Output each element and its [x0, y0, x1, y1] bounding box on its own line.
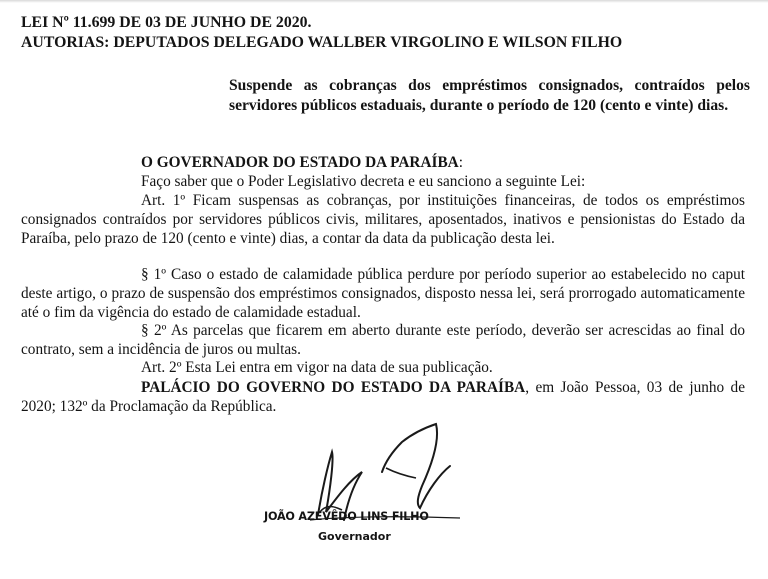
article-2: Art. 2º Esta Lei entra em vigor na data de sua publicação. — [141, 359, 493, 376]
law-number-heading: LEI Nº 11.699 DE 03 DE JUNHO DE 2020. — [21, 14, 312, 31]
authors-line: AUTORIAS: DEPUTADOS DELEGADO WALLBER VIRGOLINO E WILSON FILHO — [21, 34, 623, 51]
article-1-paragraph-1: § 1º Caso o estado de calamidade pública perdure por período superior ao estabelecido no caput deste artigo, o prazo de suspensão dos empréstimos consignados, disposto nessa lei, será prorrogado automaticamente até o fim da vigência do estado de calamidade estadual. — [21, 266, 745, 321]
closing-statement — [21, 378, 745, 416]
signatory-role: Governador — [318, 530, 391, 543]
ementa-summary: Suspende as cobranças dos empréstimos consignados, contraídos pelos servidores públicos estaduais, durante o período de 120 (cento e vinte) dias. — [229, 77, 750, 114]
article-1-paragraph-2: § 2º As parcelas que ficarem em aberto durante este período, deverão ser acrescidas ao final do contrato, sem a incidência de juros ou multas. — [21, 322, 745, 358]
scan-edge-shadow — [0, 0, 768, 3]
signatory-name: JOÃO AZEVÊDO LINS FILHO — [264, 510, 429, 523]
governor-title: O GOVERNADOR DO ESTADO DA PARAÍBA — [141, 154, 459, 171]
governor-colon: : — [458, 154, 463, 171]
decree-statement: Faço saber que o Poder Legislativo decreta e eu sanciono a seguinte Lei: — [141, 173, 586, 190]
closing-place-date: , em João Pessoa, 03 de junho de 2020; 132º da Proclamação da República. — [21, 379, 745, 415]
governor-heading — [141, 153, 463, 172]
palace-name: PALÁCIO DO GOVERNO DO ESTADO DA PARAÍBA — [141, 379, 526, 396]
article-1: Art. 1º Ficam suspensas as cobranças, por instituições financeiras, de todos os empréstimos consignados contraídos por servidores públicos civis, militares, aposentados, inativos e pensionistas do Estado da Paraíba, pelo prazo de 120 (cento e vinte) dias, a contar da data da publicação desta lei. — [21, 192, 745, 247]
